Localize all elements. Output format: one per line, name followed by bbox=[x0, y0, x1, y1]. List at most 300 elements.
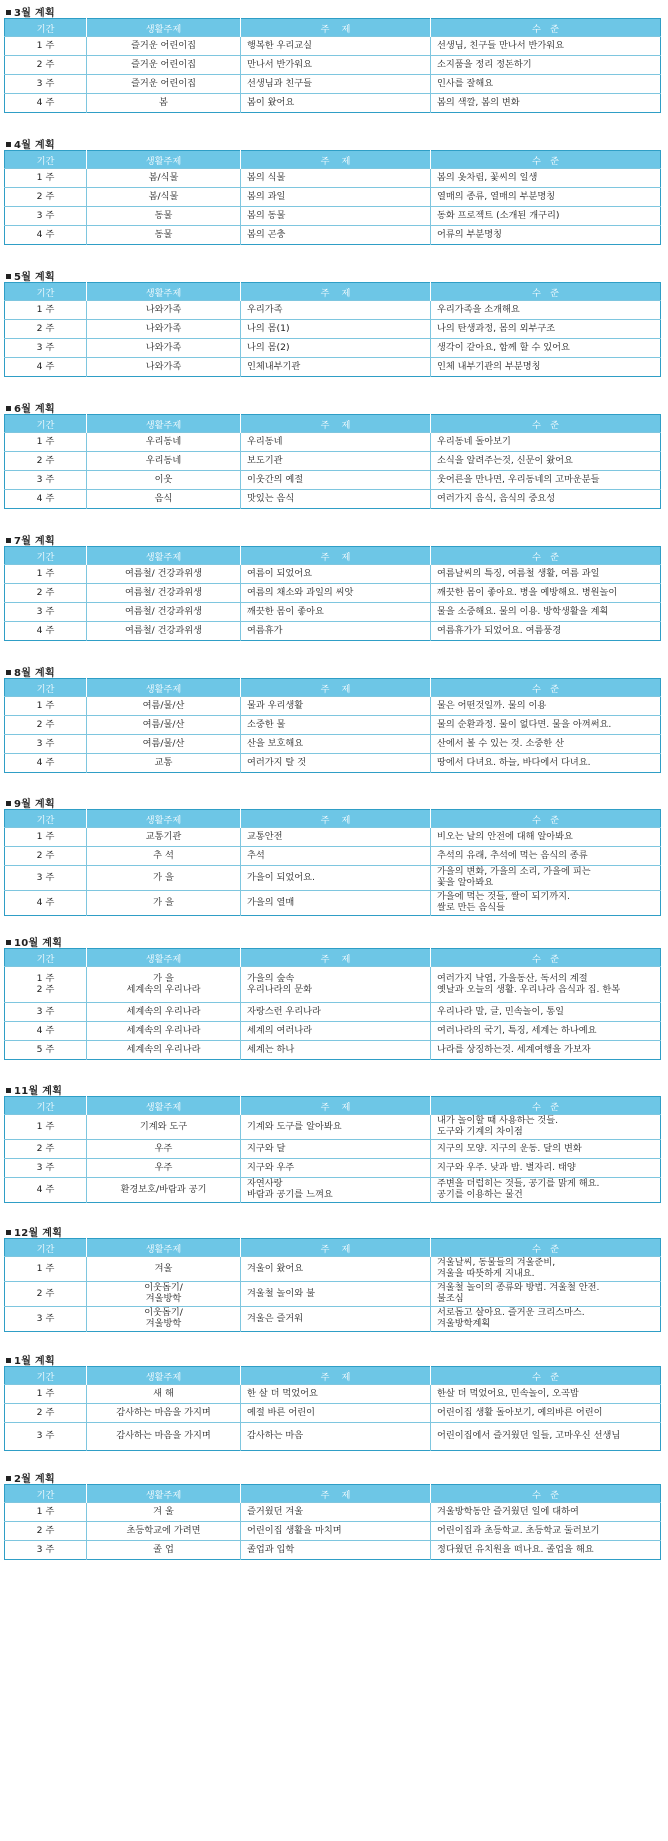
cell-text-line: 1 주 bbox=[36, 171, 55, 183]
week-cell bbox=[5, 56, 87, 75]
cell-text-line: 깨끗한 몸이 좋아요 bbox=[247, 605, 324, 617]
cell-text-line: 여름철/ 건강과위생 bbox=[124, 605, 203, 617]
level-cell bbox=[431, 1041, 661, 1060]
level-cell bbox=[431, 1178, 661, 1203]
cell-text-line: 예절 바른 어린이 bbox=[247, 1406, 315, 1418]
cell-text-line: 생각이 같아요, 함께 할 수 있어요 bbox=[437, 341, 570, 353]
life-theme-cell bbox=[87, 622, 241, 641]
cell-text-line: 우리동네 bbox=[145, 454, 182, 466]
cell-text-line: 3 주 bbox=[36, 473, 55, 485]
header-level: 수 준 bbox=[431, 679, 661, 697]
cell-text-line: 2 주 bbox=[36, 454, 55, 466]
header-life-theme: 생활주제 bbox=[87, 151, 241, 169]
month-title-text: 4월 계획 bbox=[14, 140, 55, 151]
week-cell bbox=[5, 1385, 87, 1404]
week-cell bbox=[5, 1041, 87, 1060]
cell-text-line: 행복한 우리교실 bbox=[247, 39, 313, 51]
cell-text-line: 나와가족 bbox=[145, 303, 182, 315]
level-cell bbox=[431, 169, 661, 188]
level-cell bbox=[431, 452, 661, 471]
cell-text-line: 1 주 bbox=[36, 699, 55, 711]
topic-cell bbox=[241, 1522, 431, 1541]
plan-table bbox=[4, 1096, 661, 1203]
cell-text-line: 공기를 이용하는 물건 bbox=[437, 1189, 523, 1200]
cell-text-line: 감사하는 마음을 가지며 bbox=[116, 1406, 211, 1418]
month-title bbox=[6, 4, 55, 19]
week-cell bbox=[5, 735, 87, 754]
header-level: 수 준 bbox=[431, 19, 661, 37]
life-theme-cell bbox=[87, 471, 241, 490]
week-cell bbox=[5, 320, 87, 339]
cell-text-line: 4 주 bbox=[36, 96, 55, 108]
cell-text-line: 봄의 과일 bbox=[247, 190, 286, 202]
level-cell bbox=[431, 207, 661, 226]
cell-text-line: 물을 소중해요. 물의 이용. 방학생활을 계획 bbox=[437, 605, 609, 617]
level-cell bbox=[431, 1159, 661, 1178]
header-level: 수 준 bbox=[431, 1485, 661, 1503]
header-level: 수 준 bbox=[431, 1097, 661, 1115]
level-cell bbox=[431, 967, 661, 1003]
cell-text-line: 새 해 bbox=[153, 1387, 174, 1399]
week-cell bbox=[5, 188, 87, 207]
cell-text-line: 3 주 bbox=[36, 209, 55, 221]
topic-cell bbox=[241, 866, 431, 891]
cell-text-line: 웃어른을 만나면, 우리동네의 고마운분들 bbox=[437, 473, 600, 485]
month-title bbox=[6, 532, 55, 547]
cell-text-line: 이웃 bbox=[154, 473, 173, 485]
cell-text-line: 봄/식물 bbox=[148, 171, 179, 183]
plan-table bbox=[4, 150, 661, 245]
cell-text-line: 1 주 bbox=[36, 830, 55, 842]
life-theme-cell bbox=[87, 1404, 241, 1423]
cell-text-line: 소지품을 정리 정돈하기 bbox=[437, 58, 532, 70]
week-cell bbox=[5, 1159, 87, 1178]
cell-text-line: 내가 놀이할 때 사용하는 것들. bbox=[437, 1115, 559, 1127]
cell-text-line: 1 주 bbox=[36, 972, 55, 984]
topic-cell bbox=[241, 565, 431, 584]
cell-text-line: 소식을 알려주는것, 신문이 왔어요 bbox=[437, 454, 573, 466]
level-cell bbox=[431, 75, 661, 94]
cell-text-line: 우리동네 bbox=[145, 435, 182, 447]
cell-text-line: 자랑스런 우리나라 bbox=[247, 1005, 321, 1017]
life-theme-cell bbox=[87, 339, 241, 358]
level-cell bbox=[431, 1257, 661, 1282]
cell-text-line: 물과 우리생활 bbox=[247, 699, 304, 711]
header-row bbox=[5, 1239, 661, 1257]
table-row bbox=[5, 1385, 661, 1404]
table-row bbox=[5, 226, 661, 245]
life-theme-cell bbox=[87, 56, 241, 75]
cell-text-line: 2 주 bbox=[36, 849, 55, 861]
header-period: 기간 bbox=[5, 1485, 87, 1503]
month-title-text: 3월 계획 bbox=[14, 8, 55, 19]
cell-text-line: 겨울방학 bbox=[145, 1293, 182, 1304]
cell-text-line: 1 주 bbox=[36, 1120, 55, 1132]
life-theme-cell bbox=[87, 301, 241, 320]
life-theme-cell bbox=[87, 891, 241, 916]
life-theme-cell bbox=[87, 1282, 241, 1307]
cell-text-line: 감사하는 마음 bbox=[247, 1430, 304, 1442]
level-cell bbox=[431, 226, 661, 245]
cell-text-line: 3 주 bbox=[36, 871, 55, 883]
header-topic: 주 제 bbox=[241, 810, 431, 828]
week-cell bbox=[5, 358, 87, 377]
cell-text-line: 열매의 종류, 열매의 부분명칭 bbox=[437, 190, 556, 202]
life-theme-cell bbox=[87, 169, 241, 188]
topic-cell bbox=[241, 358, 431, 377]
table-row bbox=[5, 1022, 661, 1041]
header-period: 기간 bbox=[5, 415, 87, 433]
table-row bbox=[5, 37, 661, 56]
cell-text-line: 주변을 더럽히는 것들, 공기를 맑게 해요. bbox=[437, 1178, 600, 1190]
week-cell bbox=[5, 75, 87, 94]
cell-text-line: 비오는 날의 안전에 대해 알아봐요 bbox=[437, 830, 573, 842]
cell-text-line: 나와가족 bbox=[145, 341, 182, 353]
cell-text-line: 즐거운 어린이집 bbox=[130, 58, 197, 70]
table-row bbox=[5, 94, 661, 113]
cell-text-line: 1 주 bbox=[36, 1387, 55, 1399]
cell-text-line: 우주 bbox=[154, 1142, 173, 1154]
table-row bbox=[5, 1257, 661, 1282]
cell-text-line: 추 석 bbox=[153, 849, 174, 861]
header-period: 기간 bbox=[5, 283, 87, 301]
table-row bbox=[5, 891, 661, 916]
cell-text-line: 즐거웠던 겨울 bbox=[247, 1505, 304, 1517]
topic-cell bbox=[241, 226, 431, 245]
cell-text-line: 겨울철 놀이의 종류와 방법. 겨울철 안전. bbox=[437, 1282, 600, 1294]
cell-text-line: 깨끗한 몸이 좋아요. 병을 예방해요. 병원놀이 bbox=[437, 586, 618, 598]
life-theme-cell bbox=[87, 1541, 241, 1560]
cell-text-line: 4 주 bbox=[36, 228, 55, 240]
topic-cell bbox=[241, 1003, 431, 1022]
cell-text-line: 3 주 bbox=[36, 341, 55, 353]
table-row bbox=[5, 716, 661, 735]
week-cell bbox=[5, 1115, 87, 1140]
topic-cell bbox=[241, 1159, 431, 1178]
header-life-theme: 생활주제 bbox=[87, 19, 241, 37]
cell-text-line: 인체 내부기관의 부분명칭 bbox=[437, 360, 541, 372]
table-row bbox=[5, 320, 661, 339]
month-title-text: 9월 계획 bbox=[14, 799, 55, 810]
life-theme-cell bbox=[87, 94, 241, 113]
cell-text-line: 2 주 bbox=[36, 1142, 55, 1154]
cell-text-line: 동화 프로젝트 (소개된 개구리) bbox=[437, 209, 560, 221]
table-row bbox=[5, 75, 661, 94]
level-cell bbox=[431, 94, 661, 113]
table-row bbox=[5, 697, 661, 716]
header-life-theme: 생활주제 bbox=[87, 547, 241, 565]
topic-cell bbox=[241, 320, 431, 339]
cell-text-line: 가 을 bbox=[153, 972, 174, 984]
header-period: 기간 bbox=[5, 151, 87, 169]
bullet-square-icon bbox=[6, 1230, 11, 1235]
header-life-theme: 생활주제 bbox=[87, 1367, 241, 1385]
bullet-square-icon bbox=[6, 142, 11, 147]
header-level: 수 준 bbox=[431, 949, 661, 967]
topic-cell bbox=[241, 697, 431, 716]
table-row bbox=[5, 169, 661, 188]
topic-cell bbox=[241, 1178, 431, 1203]
table-row bbox=[5, 1282, 661, 1307]
month-title bbox=[6, 400, 55, 415]
header-row bbox=[5, 949, 661, 967]
header-topic: 주 제 bbox=[241, 1239, 431, 1257]
cell-text-line: 어린이집에서 즐거웠던 일들, 고마우신 선생님 bbox=[437, 1430, 621, 1442]
cell-text-line: 4 주 bbox=[36, 1024, 55, 1036]
cell-text-line: 여름철/ 건강과위생 bbox=[124, 586, 203, 598]
life-theme-cell bbox=[87, 75, 241, 94]
cell-text-line: 감사하는 마음을 가지며 bbox=[116, 1430, 211, 1442]
cell-text-line: 자연사랑 bbox=[247, 1178, 283, 1190]
level-cell bbox=[431, 490, 661, 509]
month-title-text: 2월 계획 bbox=[14, 1474, 55, 1485]
cell-text-line: 3 주 bbox=[36, 1543, 55, 1555]
cell-text-line: 우주 bbox=[154, 1161, 173, 1173]
week-cell bbox=[5, 866, 87, 891]
cell-text-line: 환경보호/바람과 공기 bbox=[120, 1183, 207, 1195]
topic-cell bbox=[241, 1307, 431, 1332]
cell-text-line: 산을 보호해요 bbox=[247, 737, 304, 749]
month-title-text: 5월 계획 bbox=[14, 272, 55, 283]
topic-cell bbox=[241, 1423, 431, 1451]
week-cell bbox=[5, 584, 87, 603]
week-cell bbox=[5, 452, 87, 471]
topic-cell bbox=[241, 1022, 431, 1041]
topic-cell bbox=[241, 490, 431, 509]
plan-table bbox=[4, 18, 661, 113]
cell-text-line: 2 주 bbox=[36, 322, 55, 334]
topic-cell bbox=[241, 1541, 431, 1560]
header-period: 기간 bbox=[5, 19, 87, 37]
cell-text-line: 교통안전 bbox=[247, 830, 283, 842]
cell-text-line: 나와가족 bbox=[145, 322, 182, 334]
level-cell bbox=[431, 754, 661, 773]
header-topic: 주 제 bbox=[241, 679, 431, 697]
plan-table bbox=[4, 809, 661, 916]
cell-text-line: 보도기관 bbox=[247, 454, 283, 466]
life-theme-cell bbox=[87, 1003, 241, 1022]
cell-text-line: 2 주 bbox=[36, 190, 55, 202]
cell-text-line: 나라를 상징하는것. 세계여행을 가보자 bbox=[437, 1043, 591, 1055]
week-cell bbox=[5, 967, 87, 1003]
life-theme-cell bbox=[87, 1307, 241, 1332]
life-theme-cell bbox=[87, 967, 241, 1003]
cell-text-line: 여러가지 낙엽, 가을동산, 독서의 계절 bbox=[437, 972, 588, 984]
week-cell bbox=[5, 847, 87, 866]
level-cell bbox=[431, 1003, 661, 1022]
life-theme-cell bbox=[87, 1022, 241, 1041]
header-period: 기간 bbox=[5, 547, 87, 565]
week-cell bbox=[5, 94, 87, 113]
cell-text-line: 3 주 bbox=[36, 77, 55, 89]
cell-text-line: 4 주 bbox=[36, 492, 55, 504]
level-cell bbox=[431, 866, 661, 891]
header-topic: 주 제 bbox=[241, 1485, 431, 1503]
level-cell bbox=[431, 1541, 661, 1560]
level-cell bbox=[431, 622, 661, 641]
header-period: 기간 bbox=[5, 810, 87, 828]
cell-text-line: 어류의 부분명칭 bbox=[437, 228, 503, 240]
topic-cell bbox=[241, 207, 431, 226]
week-cell bbox=[5, 169, 87, 188]
level-cell bbox=[431, 1282, 661, 1307]
cell-text-line: 우리가족 bbox=[247, 303, 283, 315]
cell-text-line: 여러나라의 국기, 특징, 세계는 하나예요 bbox=[437, 1024, 597, 1036]
topic-cell bbox=[241, 37, 431, 56]
level-cell bbox=[431, 301, 661, 320]
cell-text-line: 교통 bbox=[154, 756, 173, 768]
life-theme-cell bbox=[87, 37, 241, 56]
header-life-theme: 생활주제 bbox=[87, 1485, 241, 1503]
header-life-theme: 생활주제 bbox=[87, 679, 241, 697]
cell-text-line: 맛있는 음식 bbox=[247, 492, 295, 504]
table-row bbox=[5, 967, 661, 1003]
topic-cell bbox=[241, 1140, 431, 1159]
life-theme-cell bbox=[87, 584, 241, 603]
cell-text-line: 가을이 되었어요. bbox=[247, 871, 315, 883]
header-row bbox=[5, 19, 661, 37]
table-row bbox=[5, 847, 661, 866]
plan-table bbox=[4, 1238, 661, 1332]
week-cell bbox=[5, 471, 87, 490]
cell-text-line: 산에서 볼 수 있는 것. 소중한 산 bbox=[437, 737, 564, 749]
life-theme-cell bbox=[87, 320, 241, 339]
header-level: 수 준 bbox=[431, 810, 661, 828]
table-row bbox=[5, 565, 661, 584]
bullet-square-icon bbox=[6, 10, 11, 15]
life-theme-cell bbox=[87, 1115, 241, 1140]
topic-cell bbox=[241, 433, 431, 452]
topic-cell bbox=[241, 94, 431, 113]
week-cell bbox=[5, 1522, 87, 1541]
bullet-square-icon bbox=[6, 1476, 11, 1481]
month-title-text: 1월 계획 bbox=[14, 1356, 55, 1367]
month-title bbox=[6, 1470, 55, 1485]
topic-cell bbox=[241, 1503, 431, 1522]
topic-cell bbox=[241, 339, 431, 358]
cell-text-line: 봄의 옷차림, 꽃씨의 일생 bbox=[437, 171, 538, 183]
header-row bbox=[5, 1097, 661, 1115]
week-cell bbox=[5, 622, 87, 641]
week-cell bbox=[5, 1503, 87, 1522]
header-row bbox=[5, 1367, 661, 1385]
week-cell bbox=[5, 433, 87, 452]
header-topic: 주 제 bbox=[241, 949, 431, 967]
header-row bbox=[5, 415, 661, 433]
cell-text-line: 세계의 여러나라 bbox=[247, 1024, 313, 1036]
cell-text-line: 2 주 bbox=[36, 718, 55, 730]
level-cell bbox=[431, 358, 661, 377]
cell-text-line: 땅에서 다녀요. 하늘, 바다에서 다녀요. bbox=[437, 756, 591, 768]
header-period: 기간 bbox=[5, 1239, 87, 1257]
table-row bbox=[5, 1159, 661, 1178]
bullet-square-icon bbox=[6, 1358, 11, 1363]
cell-text-line: 동물 bbox=[154, 209, 173, 221]
table-row bbox=[5, 433, 661, 452]
topic-cell bbox=[241, 847, 431, 866]
life-theme-cell bbox=[87, 1140, 241, 1159]
month-title-text: 12월 계획 bbox=[14, 1228, 63, 1239]
week-cell bbox=[5, 1003, 87, 1022]
header-life-theme: 생활주제 bbox=[87, 949, 241, 967]
cell-text-line: 지구와 우주. 낮과 밤. 별자리. 태양 bbox=[437, 1161, 576, 1173]
header-level: 수 준 bbox=[431, 1239, 661, 1257]
topic-cell bbox=[241, 584, 431, 603]
header-period: 기간 bbox=[5, 679, 87, 697]
cell-text-line: 여름의 채소와 과일의 씨앗 bbox=[247, 586, 354, 598]
cell-text-line: 가 을 bbox=[153, 871, 174, 883]
month-title bbox=[6, 136, 55, 151]
table-row bbox=[5, 188, 661, 207]
level-cell bbox=[431, 828, 661, 847]
table-row bbox=[5, 301, 661, 320]
header-row bbox=[5, 151, 661, 169]
cell-text-line: 3 주 bbox=[36, 1005, 55, 1017]
table-row bbox=[5, 1522, 661, 1541]
level-cell bbox=[431, 847, 661, 866]
cell-text-line: 즐거운 어린이집 bbox=[130, 39, 197, 51]
cell-text-line: 2 주 bbox=[36, 586, 55, 598]
month-title-text: 8월 계획 bbox=[14, 668, 55, 679]
cell-text-line: 여름날씨의 특징, 여름철 생활, 여름 과일 bbox=[437, 567, 600, 579]
week-cell bbox=[5, 1178, 87, 1203]
cell-text-line: 한 살 더 먹었어요 bbox=[247, 1387, 318, 1399]
cell-text-line: 초등학교에 가려면 bbox=[126, 1524, 201, 1536]
week-cell bbox=[5, 828, 87, 847]
table-row bbox=[5, 1003, 661, 1022]
topic-cell bbox=[241, 301, 431, 320]
cell-text-line: 소중한 물 bbox=[247, 718, 286, 730]
table-row bbox=[5, 622, 661, 641]
topic-cell bbox=[241, 967, 431, 1003]
month-title bbox=[6, 934, 62, 949]
life-theme-cell bbox=[87, 1503, 241, 1522]
header-row bbox=[5, 810, 661, 828]
cell-text-line: 가을에 먹는 것들, 쌀이 되기까지. bbox=[437, 891, 570, 903]
table-row bbox=[5, 1178, 661, 1203]
week-cell bbox=[5, 226, 87, 245]
week-cell bbox=[5, 1404, 87, 1423]
cell-text-line: 봄의 동물 bbox=[247, 209, 286, 221]
cell-text-line: 나의 몸(2) bbox=[247, 341, 290, 353]
life-theme-cell bbox=[87, 207, 241, 226]
cell-text-line: 기계와 도구를 알아봐요 bbox=[247, 1120, 342, 1132]
header-topic: 주 제 bbox=[241, 1097, 431, 1115]
level-cell bbox=[431, 1423, 661, 1451]
cell-text-line: 세계속의 우리나라 bbox=[126, 1024, 201, 1036]
cell-text-line: 겨울방학계획 bbox=[437, 1318, 491, 1329]
cell-text-line: 지구의 모양. 지구의 운동. 달의 변화 bbox=[437, 1142, 582, 1154]
cell-text-line: 봄의 곤충 bbox=[247, 228, 286, 240]
table-row bbox=[5, 828, 661, 847]
life-theme-cell bbox=[87, 735, 241, 754]
cell-text-line: 1 주 bbox=[36, 1505, 55, 1517]
week-cell bbox=[5, 565, 87, 584]
cell-text-line: 불조심 bbox=[437, 1293, 464, 1304]
cell-text-line: 3 주 bbox=[36, 737, 55, 749]
cell-text-line: 2 주 bbox=[36, 1287, 55, 1299]
level-cell bbox=[431, 1503, 661, 1522]
month-title-text: 6월 계획 bbox=[14, 404, 55, 415]
month-title-text: 11월 계획 bbox=[14, 1086, 63, 1097]
level-cell bbox=[431, 1307, 661, 1332]
header-life-theme: 생활주제 bbox=[87, 1097, 241, 1115]
cell-text-line: 나의 몸(1) bbox=[247, 322, 290, 334]
header-topic: 주 제 bbox=[241, 19, 431, 37]
week-cell bbox=[5, 1257, 87, 1282]
life-theme-cell bbox=[87, 866, 241, 891]
life-theme-cell bbox=[87, 433, 241, 452]
